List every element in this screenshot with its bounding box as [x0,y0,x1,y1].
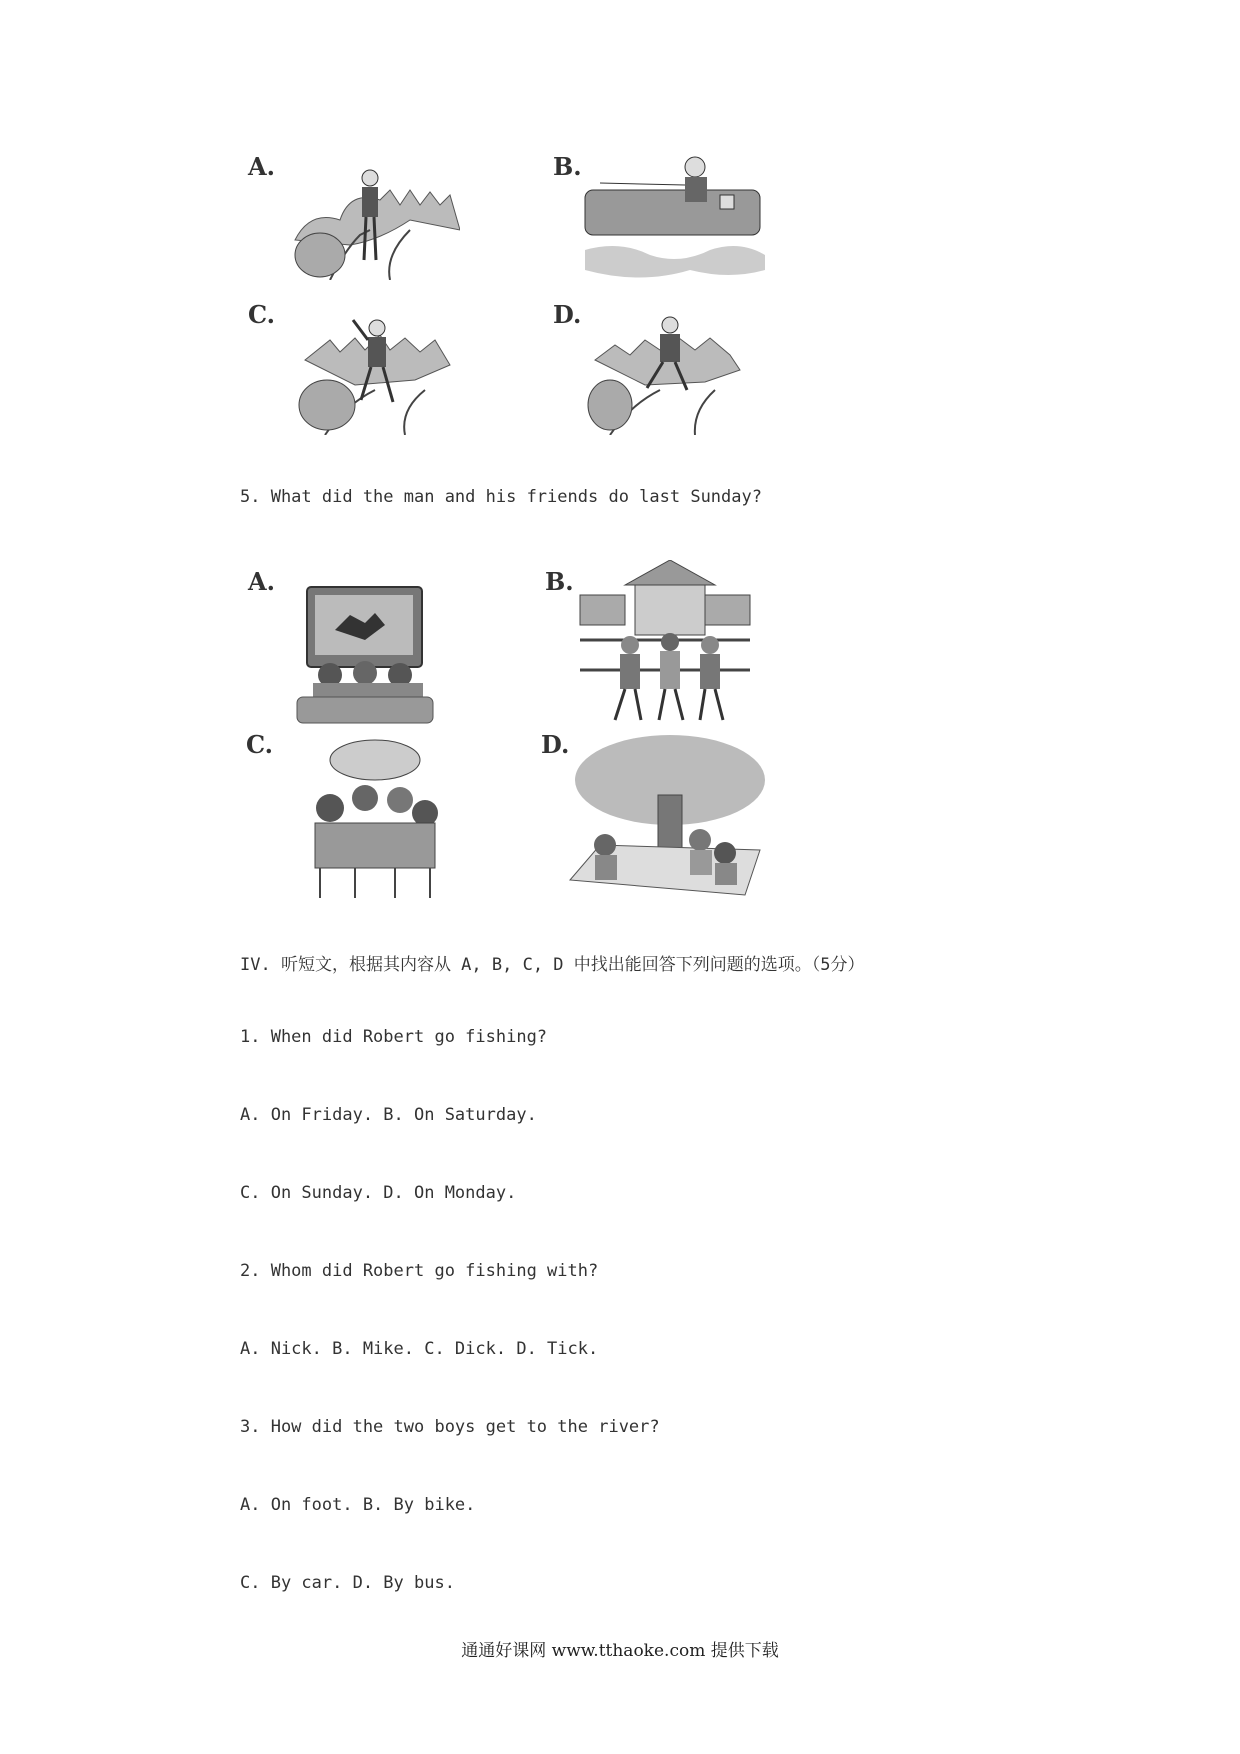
q5-image-b-walking-friends [575,560,755,730]
q5-option-c-label: C. [246,730,274,759]
q4-image-c-man-waving [295,310,455,435]
s4-q3-options-line1: A. On foot. B. By bike. [240,1495,476,1515]
q5-image-d-picnic [560,735,770,905]
section-iv-heading: IV. 听短文，根据其内容从 A, B, C, D 中找出能回答下列问题的选项。（5分） [240,955,865,975]
q4-option-a-label: A. [248,152,275,181]
q4-option-b-label: B. [553,152,582,181]
q5-image-a-watching-tv [295,585,435,725]
q4-image-a-man-standing [290,160,460,280]
s4-q1-options-line1: A. On Friday. B. On Saturday. [240,1105,537,1125]
s4-q2-options-line1: A. Nick. B. Mike. C. Dick. D. Tick. [240,1339,599,1359]
q5-option-a-label: A. [248,567,275,596]
q4-image-d-man-running [585,310,745,435]
q5-image-c-group-talking [300,738,450,903]
q4-image-b-man-fishing [580,155,765,290]
s4-q1-options-line2: C. On Sunday. D. On Monday. [240,1183,517,1203]
s4-q1-question: 1. When did Robert go fishing? [240,1027,548,1047]
q5-option-b-label: B. [545,567,574,596]
s4-q3-question: 3. How did the two boys get to the river? [240,1417,660,1437]
q5-option-d-label: D. [541,730,570,759]
s4-q3-options-line2: C. By car. D. By bus. [240,1573,455,1593]
q4-option-c-label: C. [248,300,276,329]
q4-option-d-label: D. [553,300,582,329]
s4-q2-question: 2. Whom did Robert go fishing with? [240,1261,599,1281]
footer-watermark: 通通好课网 www.tthaoke.com 提供下载 [461,1641,779,1661]
q5-question: 5. What did the man and his friends do last Sunday? [240,487,762,507]
